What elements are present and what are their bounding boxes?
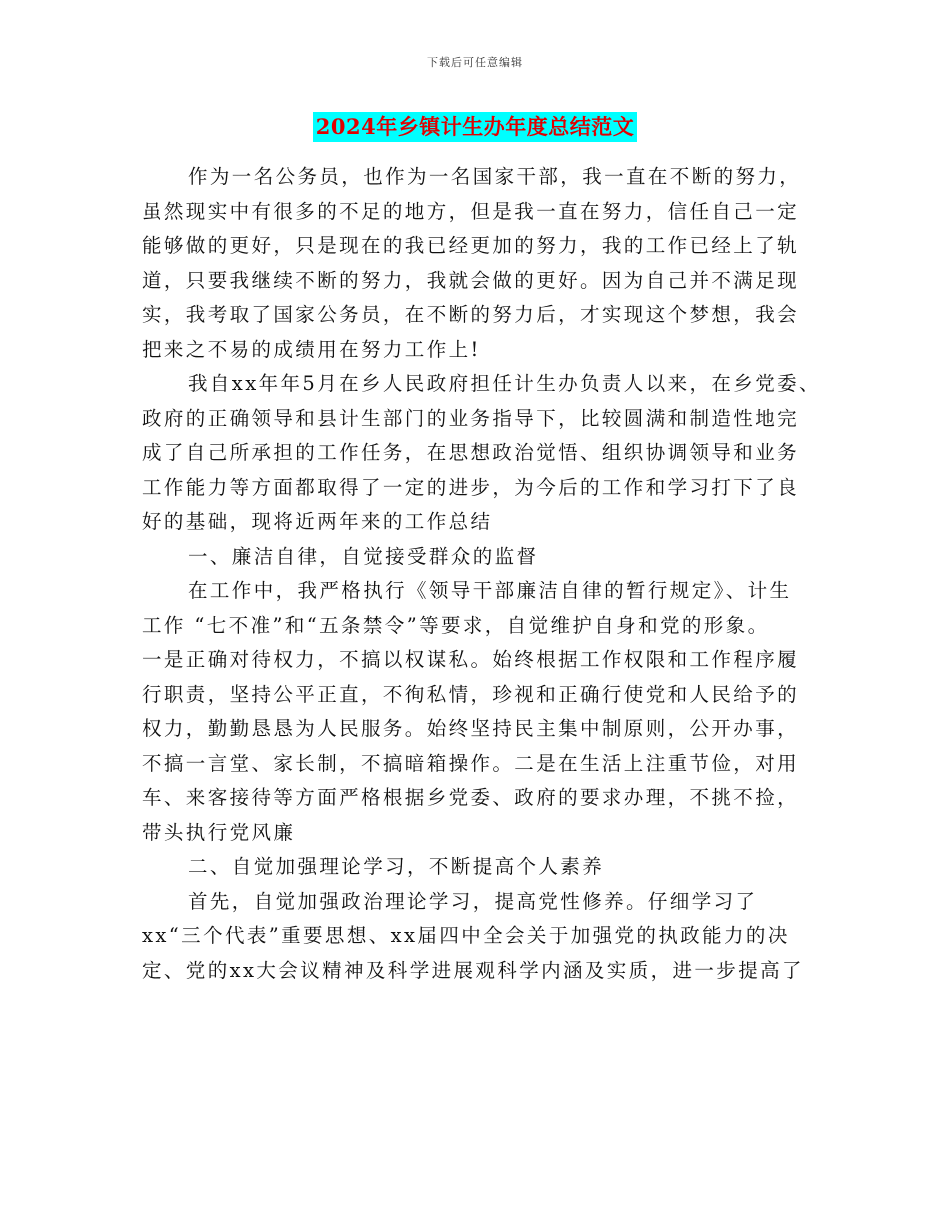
- text-line: 虽然现实中有很多的不足的地方，但是我一直在努力，信任自己一定: [142, 199, 800, 223]
- document-title: 2024年乡镇计生办年度总结范文: [313, 112, 637, 142]
- text-line: 好的基础，现将近两年来的工作总结: [142, 510, 493, 533]
- text-line: 能够做的更好，只是现在的我已经更加的努力，我的工作已经上了轨: [142, 234, 800, 257]
- document-body: [142, 160, 832, 988]
- text-line: 我自xx年年5月在乡人民政府担任计生办负责人以来，在乡党委、: [188, 372, 821, 395]
- text-line: 二、自觉加强理论学习，不断提高个人素养: [188, 855, 605, 878]
- text-line: 车、来客接待等方面严格根据乡党委、政府的要求办理，不挑不捡，: [142, 786, 800, 809]
- text-line: 带头执行党风廉: [142, 820, 296, 844]
- text-line: 权力，勤勤恳恳为人民服务。始终坚持民主集中制原则，公开办事，: [142, 717, 800, 740]
- text-line: 一、廉洁自律，自觉接受群众的监督: [188, 544, 539, 568]
- text-line: 实，我考取了国家公务员，在不断的努力后，才实现这个梦想，我会: [142, 303, 800, 326]
- header-note: 下载后可任意编辑: [427, 56, 523, 69]
- text-line: 一是正确对待权力，不搞以权谋私。始终根据工作权限和工作程序履: [142, 648, 800, 671]
- text-line: 把来之不易的成绩用在努力工作上!: [142, 337, 481, 361]
- text-line: 作为一名公务员，也作为一名国家干部，我一直在不断的努力，: [188, 165, 802, 188]
- text-line: 不搞一言堂、家长制，不搞暗箱操作。二是在生活上注重节俭，对用: [142, 751, 800, 775]
- text-line: 工作 “七不准”和“五条禁令”等要求，自觉维护自身和党的形象。: [142, 613, 770, 637]
- title-container: [0, 112, 950, 142]
- text-line: xx“三个代表”重要思想、xx届四中全会关于加强党的执政能力的决: [142, 924, 790, 947]
- text-line: 在工作中，我严格执行《领导干部廉洁自律的暂行规定》、计生: [188, 579, 792, 602]
- text-line: 成了自己所承担的工作任务，在思想政治觉悟、组织协调领导和业务: [142, 441, 800, 464]
- text-line: 定、党的xx大会议精神及科学进展观科学内涵及实质，进一步提高了: [142, 958, 804, 982]
- text-line: 首先，自觉加强政治理论学习，提高党性修养。仔细学习了: [188, 889, 758, 913]
- text-line: 政府的正确领导和县计生部门的业务指导下，比较圆满和制造性地完: [142, 406, 800, 430]
- text-line: 道，只要我继续不断的努力，我就会做的更好。因为自己并不满足现: [142, 268, 800, 292]
- text-line: 工作能力等方面都取得了一定的进步，为今后的工作和学习打下了良: [142, 475, 800, 499]
- text-line: 行职责，坚持公平正直，不徇私情，珍视和正确行使党和人民给予的: [142, 682, 800, 706]
